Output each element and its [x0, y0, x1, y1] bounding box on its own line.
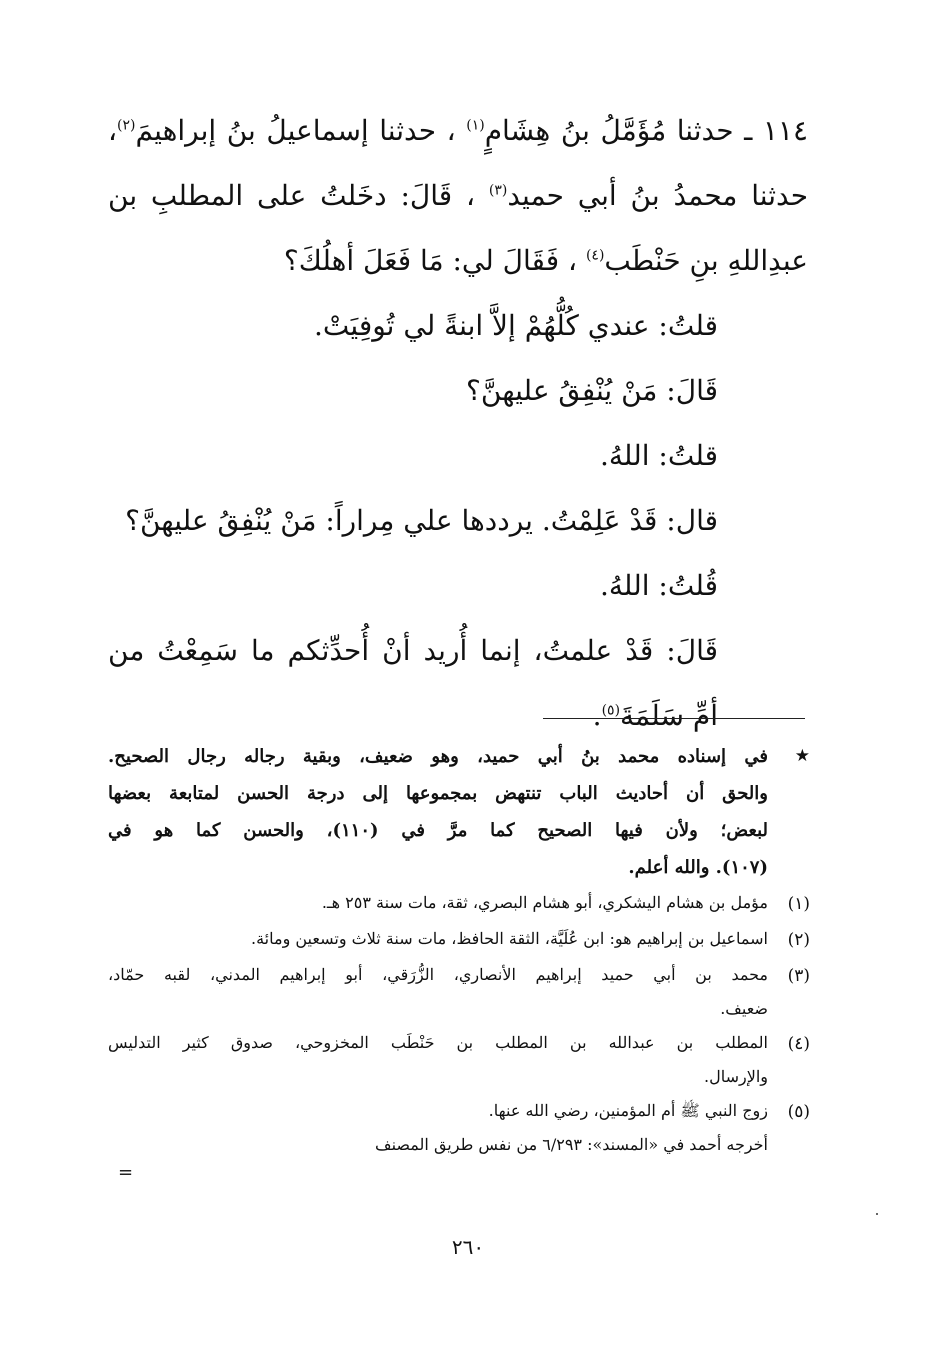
hadith-line-9: قَالَ: قَدْ علمتُ، إنما أُريد أنْ أُحدِّثكم ما سَمِعْتُ من	[108, 634, 718, 667]
footnote-star-line: والحق أن أحاديث الباب تنتهض بمجموعها إلى درجة الحسن لمتابعة بعضها	[108, 783, 768, 804]
footnote-star-line: في إسناده محمد بنُ أبي حميد، وهو ضعيف، وبقية رجاله رجال الصحيح.	[108, 746, 768, 767]
footnote-line: المطلب بن عبدالله بن المطلب بن حَنْطَب المخزوحي، صدوق كثير التدليس	[108, 1033, 768, 1052]
hadith-line-4: قلتُ: عندي كُلُّهُمْ إلاَّ ابنةً لي تُوفِيَتْ.	[313, 309, 718, 342]
hadith-line-2-cont: ، قَالَ: دخَلتُ على المطلبِ بن	[108, 179, 476, 212]
hadith-line-3-text: عبدِاللهِ بنِ حَنْطَب	[604, 244, 808, 277]
continuation-mark: =	[118, 1162, 134, 1183]
hadith-line-6: قلتُ: اللهُ.	[600, 439, 718, 472]
footnote-line: ضعيف.	[720, 999, 768, 1018]
hadith-line-3	[108, 228, 808, 293]
footnote-number: (٢)	[787, 930, 810, 950]
footnote-number: (١)	[787, 894, 810, 914]
footnote-5	[108, 1094, 810, 1162]
scan-speck	[876, 1213, 878, 1215]
footnote-3	[108, 958, 810, 1026]
footnote-1	[108, 886, 810, 922]
hadith-line-2	[108, 163, 808, 228]
footnote-number: (٣)	[787, 966, 810, 986]
hadith-line-1	[108, 98, 808, 163]
footnote-4	[108, 1026, 810, 1094]
footnote-ref-4: (٤)	[585, 247, 605, 264]
footnote-star-body	[108, 738, 768, 886]
footnote-star-line: (١٠٧). والله أعلم.	[628, 857, 768, 878]
footnote-number: (٤)	[787, 1034, 810, 1054]
footnote-line: مؤمل بن هشام اليشكري، أبو هشام البصري، ثقة، مات سنة ٢٥٣ هـ.	[321, 893, 768, 912]
footnote-number: (٥)	[787, 1102, 810, 1122]
footnote-line: زوج النبي ﷺ أم المؤمنين، رضي الله عنها.	[488, 1101, 768, 1120]
hadith-line-1-cont: ، حدثنا إسماعيلُ بنُ إبراهيمَ	[135, 114, 456, 147]
hadith-line-1-end: ،	[108, 114, 118, 147]
hadith-line-1-text: ١١٤ ـ حدثنا مُؤَمَّلُ بنُ هِشَامٍ	[484, 114, 808, 147]
footnote-line: والإرسال.	[703, 1067, 768, 1086]
footnote-line: اسماعيل بن إبراهيم هو: ابن عُلَيَّة، الثقة الحافظ، مات سنة ثلاث وتسعين ومائة.	[251, 929, 768, 948]
hadith-line-5: قَالَ: مَنْ يُنْفِقُ عليهنَّ؟	[466, 374, 718, 407]
hadith-line-10-text: أمِّ سَلَمَةَ	[620, 699, 718, 732]
footnote-line: محمد بن أبي حميد إبراهيم الأنصاري، الزُّرَقي، أبو إبراهيم المدني، لقبه حمّاد،	[108, 965, 768, 984]
footnote-ref-1: (١)	[466, 117, 485, 134]
footnote-separator	[543, 718, 805, 719]
hadith-line-3-cont: ، فَقَالَ لي: مَا فَعَلَ أهلُكَ؟	[283, 244, 578, 277]
hadith-line-2-text: حدثنا محمدُ بنُ أبي حميد	[507, 179, 808, 212]
footnote-2	[108, 922, 810, 958]
footnote-star-line: لبعض؛ ولأن فيها الصحيح كما مرَّ في (١١٠)، والحسن كما هو في	[108, 820, 768, 841]
hadith-line-8: قُلتُ: اللهُ.	[600, 569, 718, 602]
footnote-ref-5: (٥)	[601, 702, 621, 719]
footnote-ref-3: (٣)	[488, 182, 508, 199]
footnote-line: أخرجه أحمد في «المسند»: ٦/٢٩٣ من نفس طريق المصنف	[375, 1135, 768, 1154]
star-marker: ★	[794, 746, 810, 766]
hadith-line-10-end: .	[592, 699, 602, 732]
footnote-star	[108, 738, 810, 886]
hadith-line-7: قال: قَدْ عَلِمْتُ. يرددها علي مِراراً: مَنْ يُنْفِقُ عليهنَّ؟	[125, 504, 718, 537]
hadith-text	[108, 98, 808, 748]
page-number: ٢٦٠	[451, 1235, 485, 1259]
footnote-ref-2: (٢)	[117, 117, 136, 134]
footnotes	[108, 738, 810, 1162]
